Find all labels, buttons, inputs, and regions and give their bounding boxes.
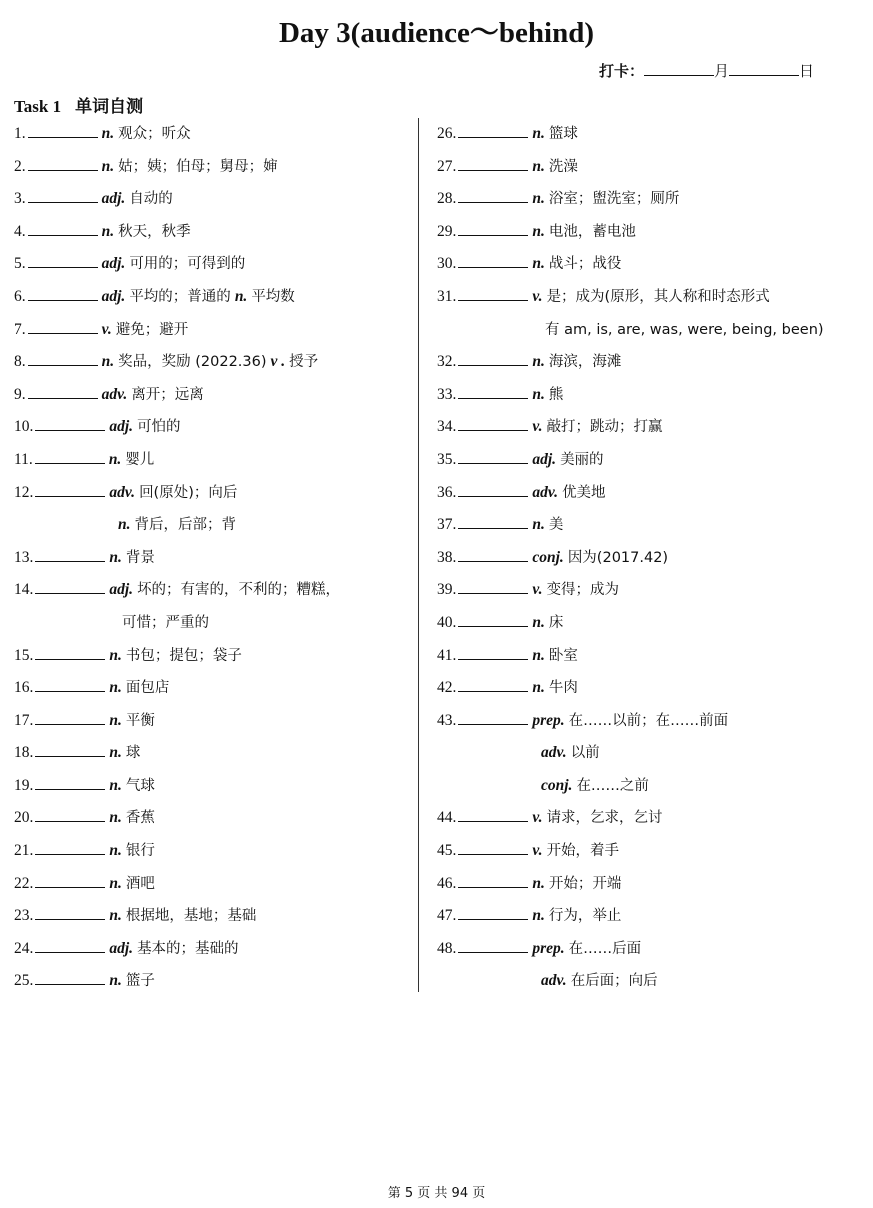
- vocab-item: [14, 151, 414, 184]
- meaning: 变得；成为: [546, 582, 620, 599]
- item-number: 31.: [437, 287, 457, 305]
- vocab-item: [437, 183, 867, 216]
- part-of-speech: adv.: [532, 483, 559, 501]
- answer-blank[interactable]: [458, 449, 528, 464]
- meaning: 可用的；可得到的: [129, 256, 246, 273]
- answer-blank[interactable]: [458, 482, 528, 497]
- part-of-speech: n.: [532, 613, 545, 631]
- item-number: 34.: [437, 418, 457, 436]
- answer-blank[interactable]: [458, 873, 528, 888]
- part-of-speech: n.: [532, 255, 545, 273]
- vocab-item: [14, 965, 414, 998]
- answer-blank[interactable]: [35, 547, 105, 562]
- vocab-item: [14, 411, 414, 444]
- answer-blank[interactable]: [35, 807, 105, 822]
- vocab-item: [14, 314, 414, 347]
- day-label: 日: [799, 62, 815, 80]
- vocab-item: [14, 770, 414, 803]
- part-of-speech: n.: [109, 679, 122, 697]
- vocab-item: [14, 705, 414, 738]
- meaning: 开始；开端: [548, 875, 622, 892]
- item-number: 42.: [437, 679, 457, 697]
- answer-blank[interactable]: [35, 449, 105, 464]
- vocab-item: [437, 672, 867, 705]
- vocab-item: [437, 705, 867, 738]
- answer-blank[interactable]: [458, 221, 528, 236]
- part-of-speech: adj.: [109, 418, 134, 436]
- answer-blank[interactable]: [28, 319, 98, 334]
- vocab-item: [14, 118, 414, 151]
- item-number: 1.: [14, 125, 26, 142]
- vocab-item: [437, 346, 867, 379]
- task-heading: [14, 92, 143, 117]
- meaning: 开始，着手: [546, 843, 620, 860]
- answer-blank[interactable]: [35, 482, 105, 497]
- vocab-item: [14, 379, 414, 412]
- part-of-speech: n.: [532, 907, 545, 925]
- vocab-continuation: [437, 770, 867, 803]
- vocab-item: [14, 346, 414, 379]
- vocab-item: [437, 868, 867, 901]
- part-of-speech: n.: [109, 842, 122, 860]
- check-in-label: 打卡：: [599, 62, 645, 80]
- answer-blank[interactable]: [458, 286, 528, 301]
- vocab-item: [14, 281, 414, 314]
- answer-blank[interactable]: [458, 807, 528, 822]
- meaning: 电池，蓄电池: [548, 223, 636, 240]
- item-number: 9.: [14, 385, 26, 403]
- meaning: 洗澡: [548, 158, 578, 175]
- item-number: 32.: [437, 353, 457, 371]
- meaning: 背景: [125, 549, 155, 566]
- part-of-speech: prep.: [532, 939, 565, 957]
- answer-blank[interactable]: [458, 351, 528, 366]
- item-number: 27.: [437, 157, 457, 175]
- meaning: 面包店: [125, 680, 170, 697]
- item-number: 23.: [14, 907, 34, 925]
- page-footer: 第 5 页 共 94 页: [387, 1186, 486, 1201]
- vocab-item: [437, 216, 867, 249]
- answer-blank[interactable]: [28, 221, 98, 236]
- answer-blank[interactable]: [458, 579, 528, 594]
- vocab-item: [437, 151, 867, 184]
- item-number: 19.: [14, 776, 34, 794]
- answer-blank[interactable]: [28, 123, 98, 138]
- meaning: 战斗；战役: [548, 256, 622, 273]
- page-title: Day 3(audience～behind): [278, 17, 594, 49]
- answer-blank[interactable]: [28, 351, 98, 366]
- item-number: 33.: [437, 385, 457, 403]
- meaning: 离开；远离: [131, 386, 204, 403]
- part-of-speech: v.: [532, 809, 543, 827]
- part-of-speech: n.: [532, 646, 545, 664]
- meaning: 秋天，秋季: [118, 223, 191, 240]
- item-number: 44.: [437, 809, 457, 827]
- part-of-speech: n.: [532, 222, 545, 240]
- meaning: 美: [548, 517, 564, 534]
- meaning: 气球: [125, 777, 155, 794]
- item-number: 47.: [437, 907, 457, 925]
- meaning: 银行: [125, 843, 155, 860]
- part-of-speech: adj.: [532, 450, 557, 468]
- part-of-speech: v.: [532, 418, 543, 436]
- meaning: 浴室；盥洗室；厕所: [548, 191, 680, 208]
- answer-blank[interactable]: [35, 775, 105, 790]
- answer-blank[interactable]: [458, 905, 528, 920]
- answer-blank[interactable]: [458, 384, 528, 399]
- part-of-speech: adj.: [101, 255, 126, 273]
- meaning: 姑；姨；伯母；舅母；婶: [118, 158, 278, 175]
- item-number: 13.: [14, 548, 34, 566]
- vocab-item: [14, 477, 414, 510]
- answer-blank[interactable]: [458, 416, 528, 431]
- answer-blank[interactable]: [28, 253, 98, 268]
- answer-blank[interactable]: [35, 840, 105, 855]
- vocab-item: [14, 574, 414, 607]
- vocab-item: [14, 640, 414, 673]
- answer-blank[interactable]: [35, 677, 105, 692]
- meaning: 美丽的: [560, 451, 604, 468]
- vocab-item: [437, 248, 867, 281]
- meaning: 自动的: [129, 191, 173, 208]
- vocab-item: [14, 802, 414, 835]
- vocab-item: [437, 444, 867, 477]
- vocab-item: [437, 640, 867, 673]
- meaning: 球: [125, 745, 141, 762]
- meaning: 避免；避开: [115, 321, 189, 338]
- meaning: 在……以前；在……前面: [568, 712, 729, 729]
- part-of-speech: n.: [109, 874, 122, 892]
- vocab-item: [437, 574, 867, 607]
- part-of-speech: n.: [532, 157, 545, 175]
- answer-blank[interactable]: [458, 710, 528, 725]
- answer-blank[interactable]: [458, 938, 528, 953]
- meaning: 篮子: [125, 973, 155, 990]
- meaning: 可惜；严重的: [122, 614, 209, 631]
- meaning: 在后面；向后: [570, 973, 658, 990]
- part-of-speech: adv.: [541, 744, 567, 762]
- part-of-speech: adv.: [101, 385, 128, 403]
- answer-blank[interactable]: [35, 416, 105, 431]
- meaning: 基本的；基础的: [137, 940, 239, 957]
- meaning: 因为(2017.42): [567, 549, 669, 566]
- left-column: [14, 118, 414, 998]
- meaning: 篮球: [548, 126, 578, 142]
- month-label: 月: [714, 62, 730, 80]
- vocab-item: [14, 183, 414, 216]
- answer-blank[interactable]: [35, 742, 105, 757]
- part-of-speech: n.: [109, 907, 122, 925]
- meaning: 在……之前: [576, 777, 649, 794]
- part-of-speech: n.: [101, 222, 115, 240]
- vocab-item: [437, 607, 867, 640]
- vocab-item: [14, 900, 414, 933]
- meaning: 熊: [548, 386, 564, 403]
- task-name: 单词自测: [75, 97, 144, 117]
- meaning: 婴儿: [125, 451, 155, 468]
- part-of-speech: v.: [101, 320, 112, 338]
- meaning: 海滨，海滩: [548, 354, 622, 371]
- item-number: 48.: [437, 939, 457, 957]
- item-number: 30.: [437, 255, 457, 273]
- meaning: 酒吧: [125, 875, 155, 892]
- vocab-continuation: [14, 607, 414, 640]
- meaning: 回(原处)；向后: [139, 484, 238, 501]
- part-of-speech-secondary: n.: [234, 287, 248, 305]
- meaning: 根据地，基地；基础: [125, 908, 257, 925]
- meaning: 是；成为(原形，其人称和时态形式: [546, 288, 770, 305]
- item-number: 21.: [14, 842, 34, 860]
- vocab-item: [437, 118, 867, 151]
- part-of-speech: adj.: [101, 287, 126, 305]
- part-of-speech: n.: [118, 516, 131, 534]
- item-number: 20.: [14, 809, 34, 827]
- meaning: 以前: [570, 745, 600, 762]
- answer-blank[interactable]: [458, 188, 528, 203]
- vocab-item: [437, 542, 867, 575]
- part-of-speech: n.: [109, 744, 122, 762]
- answer-blank[interactable]: [458, 645, 528, 660]
- part-of-speech: n.: [532, 516, 545, 534]
- meaning: 请求，乞求，乞讨: [546, 810, 663, 827]
- item-number: 35.: [437, 450, 457, 468]
- vocab-continuation: [14, 509, 414, 542]
- item-number: 17.: [14, 711, 34, 729]
- meaning: 行为，举止: [548, 908, 622, 925]
- part-of-speech: n.: [532, 385, 545, 403]
- task-label: Task 1: [14, 97, 62, 116]
- item-number: 10.: [14, 418, 34, 436]
- part-of-speech: adj.: [109, 581, 134, 599]
- meaning: 可怕的: [137, 419, 181, 436]
- meaning: 背后，后部；背: [134, 517, 236, 534]
- answer-blank[interactable]: [458, 677, 528, 692]
- part-of-speech: adv.: [541, 972, 567, 990]
- meaning: 奖品，奖励 (2022.36): [118, 354, 267, 371]
- part-of-speech: n.: [532, 353, 545, 371]
- item-number: 15.: [14, 646, 34, 664]
- part-of-speech-secondary: v .: [270, 353, 286, 371]
- meaning: 香蕉: [125, 810, 155, 827]
- item-number: 2.: [14, 157, 26, 175]
- part-of-speech: adj.: [109, 939, 134, 957]
- part-of-speech: adv.: [109, 483, 136, 501]
- item-number: 7.: [14, 320, 26, 338]
- answer-blank[interactable]: [35, 938, 105, 953]
- item-number: 14.: [14, 581, 34, 599]
- part-of-speech: n.: [109, 548, 122, 566]
- part-of-speech: conj.: [532, 548, 564, 566]
- item-number: 11.: [14, 450, 33, 468]
- item-number: 43.: [437, 711, 457, 729]
- vocab-item: [437, 411, 867, 444]
- answer-blank[interactable]: [35, 873, 105, 888]
- vocab-continuation: [437, 965, 867, 998]
- meaning: 优美地: [562, 484, 606, 501]
- vocab-continuation: [437, 314, 867, 347]
- check-in-line: [599, 60, 814, 81]
- answer-blank[interactable]: [28, 156, 98, 171]
- part-of-speech: adj.: [101, 190, 126, 208]
- answer-blank[interactable]: [35, 970, 105, 985]
- column-divider: [418, 118, 419, 992]
- item-number: 5.: [14, 255, 26, 273]
- vocab-item: [437, 509, 867, 542]
- item-number: 25.: [14, 972, 34, 990]
- part-of-speech: n.: [101, 125, 115, 142]
- answer-blank[interactable]: [28, 286, 98, 301]
- vocab-item: [14, 444, 414, 477]
- meaning: 平均的；普通的: [129, 288, 231, 305]
- right-column: [437, 118, 867, 998]
- meaning: 观众；听众: [118, 126, 191, 142]
- item-number: 46.: [437, 874, 457, 892]
- answer-blank[interactable]: [458, 123, 528, 138]
- meaning: 床: [548, 614, 564, 631]
- item-number: 36.: [437, 483, 457, 501]
- item-number: 18.: [14, 744, 34, 762]
- meaning: 卧室: [548, 647, 578, 664]
- vocab-item: [437, 900, 867, 933]
- part-of-speech: n.: [532, 679, 545, 697]
- month-blank[interactable]: [644, 61, 714, 76]
- vocab-item: [14, 216, 414, 249]
- answer-blank[interactable]: [458, 253, 528, 268]
- answer-blank[interactable]: [28, 384, 98, 399]
- part-of-speech: n.: [109, 972, 122, 990]
- item-number: 41.: [437, 646, 457, 664]
- part-of-speech: conj.: [541, 776, 573, 794]
- part-of-speech: n.: [109, 809, 122, 827]
- part-of-speech: prep.: [532, 711, 565, 729]
- meaning: 坏的；有害的，不利的；糟糕，: [137, 582, 341, 599]
- vocab-item: [14, 672, 414, 705]
- item-number: 8.: [14, 353, 26, 371]
- item-number: 16.: [14, 679, 34, 697]
- vocab-item: [14, 737, 414, 770]
- item-number: 29.: [437, 222, 457, 240]
- answer-blank[interactable]: [458, 514, 528, 529]
- item-number: 22.: [14, 874, 34, 892]
- meaning: 有 am, is, are, was, were, being, been): [545, 321, 824, 338]
- item-number: 12.: [14, 483, 34, 501]
- part-of-speech: n.: [101, 353, 115, 371]
- answer-blank[interactable]: [35, 905, 105, 920]
- vocab-item: [14, 542, 414, 575]
- meaning: 在……后面: [568, 940, 642, 957]
- item-number: 39.: [437, 581, 457, 599]
- vocab-item: [437, 281, 867, 314]
- vocab-item: [437, 835, 867, 868]
- item-number: 3.: [14, 190, 26, 208]
- part-of-speech: n.: [108, 450, 122, 468]
- vocab-item: [14, 248, 414, 281]
- part-of-speech: n.: [532, 125, 545, 142]
- answer-blank[interactable]: [35, 645, 105, 660]
- vocab-item: [14, 933, 414, 966]
- item-number: 40.: [437, 613, 457, 631]
- vocab-item: [437, 802, 867, 835]
- day-blank[interactable]: [729, 61, 799, 76]
- answer-blank[interactable]: [458, 156, 528, 171]
- meaning-secondary: 授予: [289, 354, 319, 371]
- vocab-item: [437, 379, 867, 412]
- vocab-item: [437, 477, 867, 510]
- part-of-speech: v.: [532, 287, 543, 305]
- part-of-speech: n.: [109, 646, 122, 664]
- item-number: 24.: [14, 939, 34, 957]
- meaning: 书包；提包；袋子: [125, 647, 242, 664]
- part-of-speech: n.: [109, 776, 122, 794]
- part-of-speech: v.: [532, 842, 543, 860]
- answer-blank[interactable]: [458, 612, 528, 627]
- vocab-continuation: [437, 737, 867, 770]
- answer-blank[interactable]: [35, 710, 105, 725]
- vocab-item: [437, 933, 867, 966]
- part-of-speech: n.: [532, 874, 545, 892]
- part-of-speech: n.: [109, 711, 122, 729]
- vocab-item: [14, 868, 414, 901]
- answer-blank[interactable]: [458, 840, 528, 855]
- part-of-speech: n.: [532, 190, 545, 208]
- meaning-secondary: 平均数: [251, 288, 295, 305]
- item-number: 6.: [14, 287, 26, 305]
- answer-blank[interactable]: [458, 547, 528, 562]
- meaning: 牛肉: [548, 680, 578, 697]
- item-number: 4.: [14, 222, 26, 240]
- part-of-speech: v.: [532, 581, 543, 599]
- item-number: 38.: [437, 548, 457, 566]
- item-number: 26.: [437, 125, 457, 142]
- answer-blank[interactable]: [28, 188, 98, 203]
- answer-blank[interactable]: [35, 579, 105, 594]
- vocab-item: [14, 835, 414, 868]
- item-number: 45.: [437, 842, 457, 860]
- item-number: 28.: [437, 190, 457, 208]
- item-number: 37.: [437, 516, 457, 534]
- part-of-speech: n.: [101, 157, 115, 175]
- meaning: 敲打；跳动；打赢: [546, 419, 663, 436]
- meaning: 平衡: [125, 712, 155, 729]
